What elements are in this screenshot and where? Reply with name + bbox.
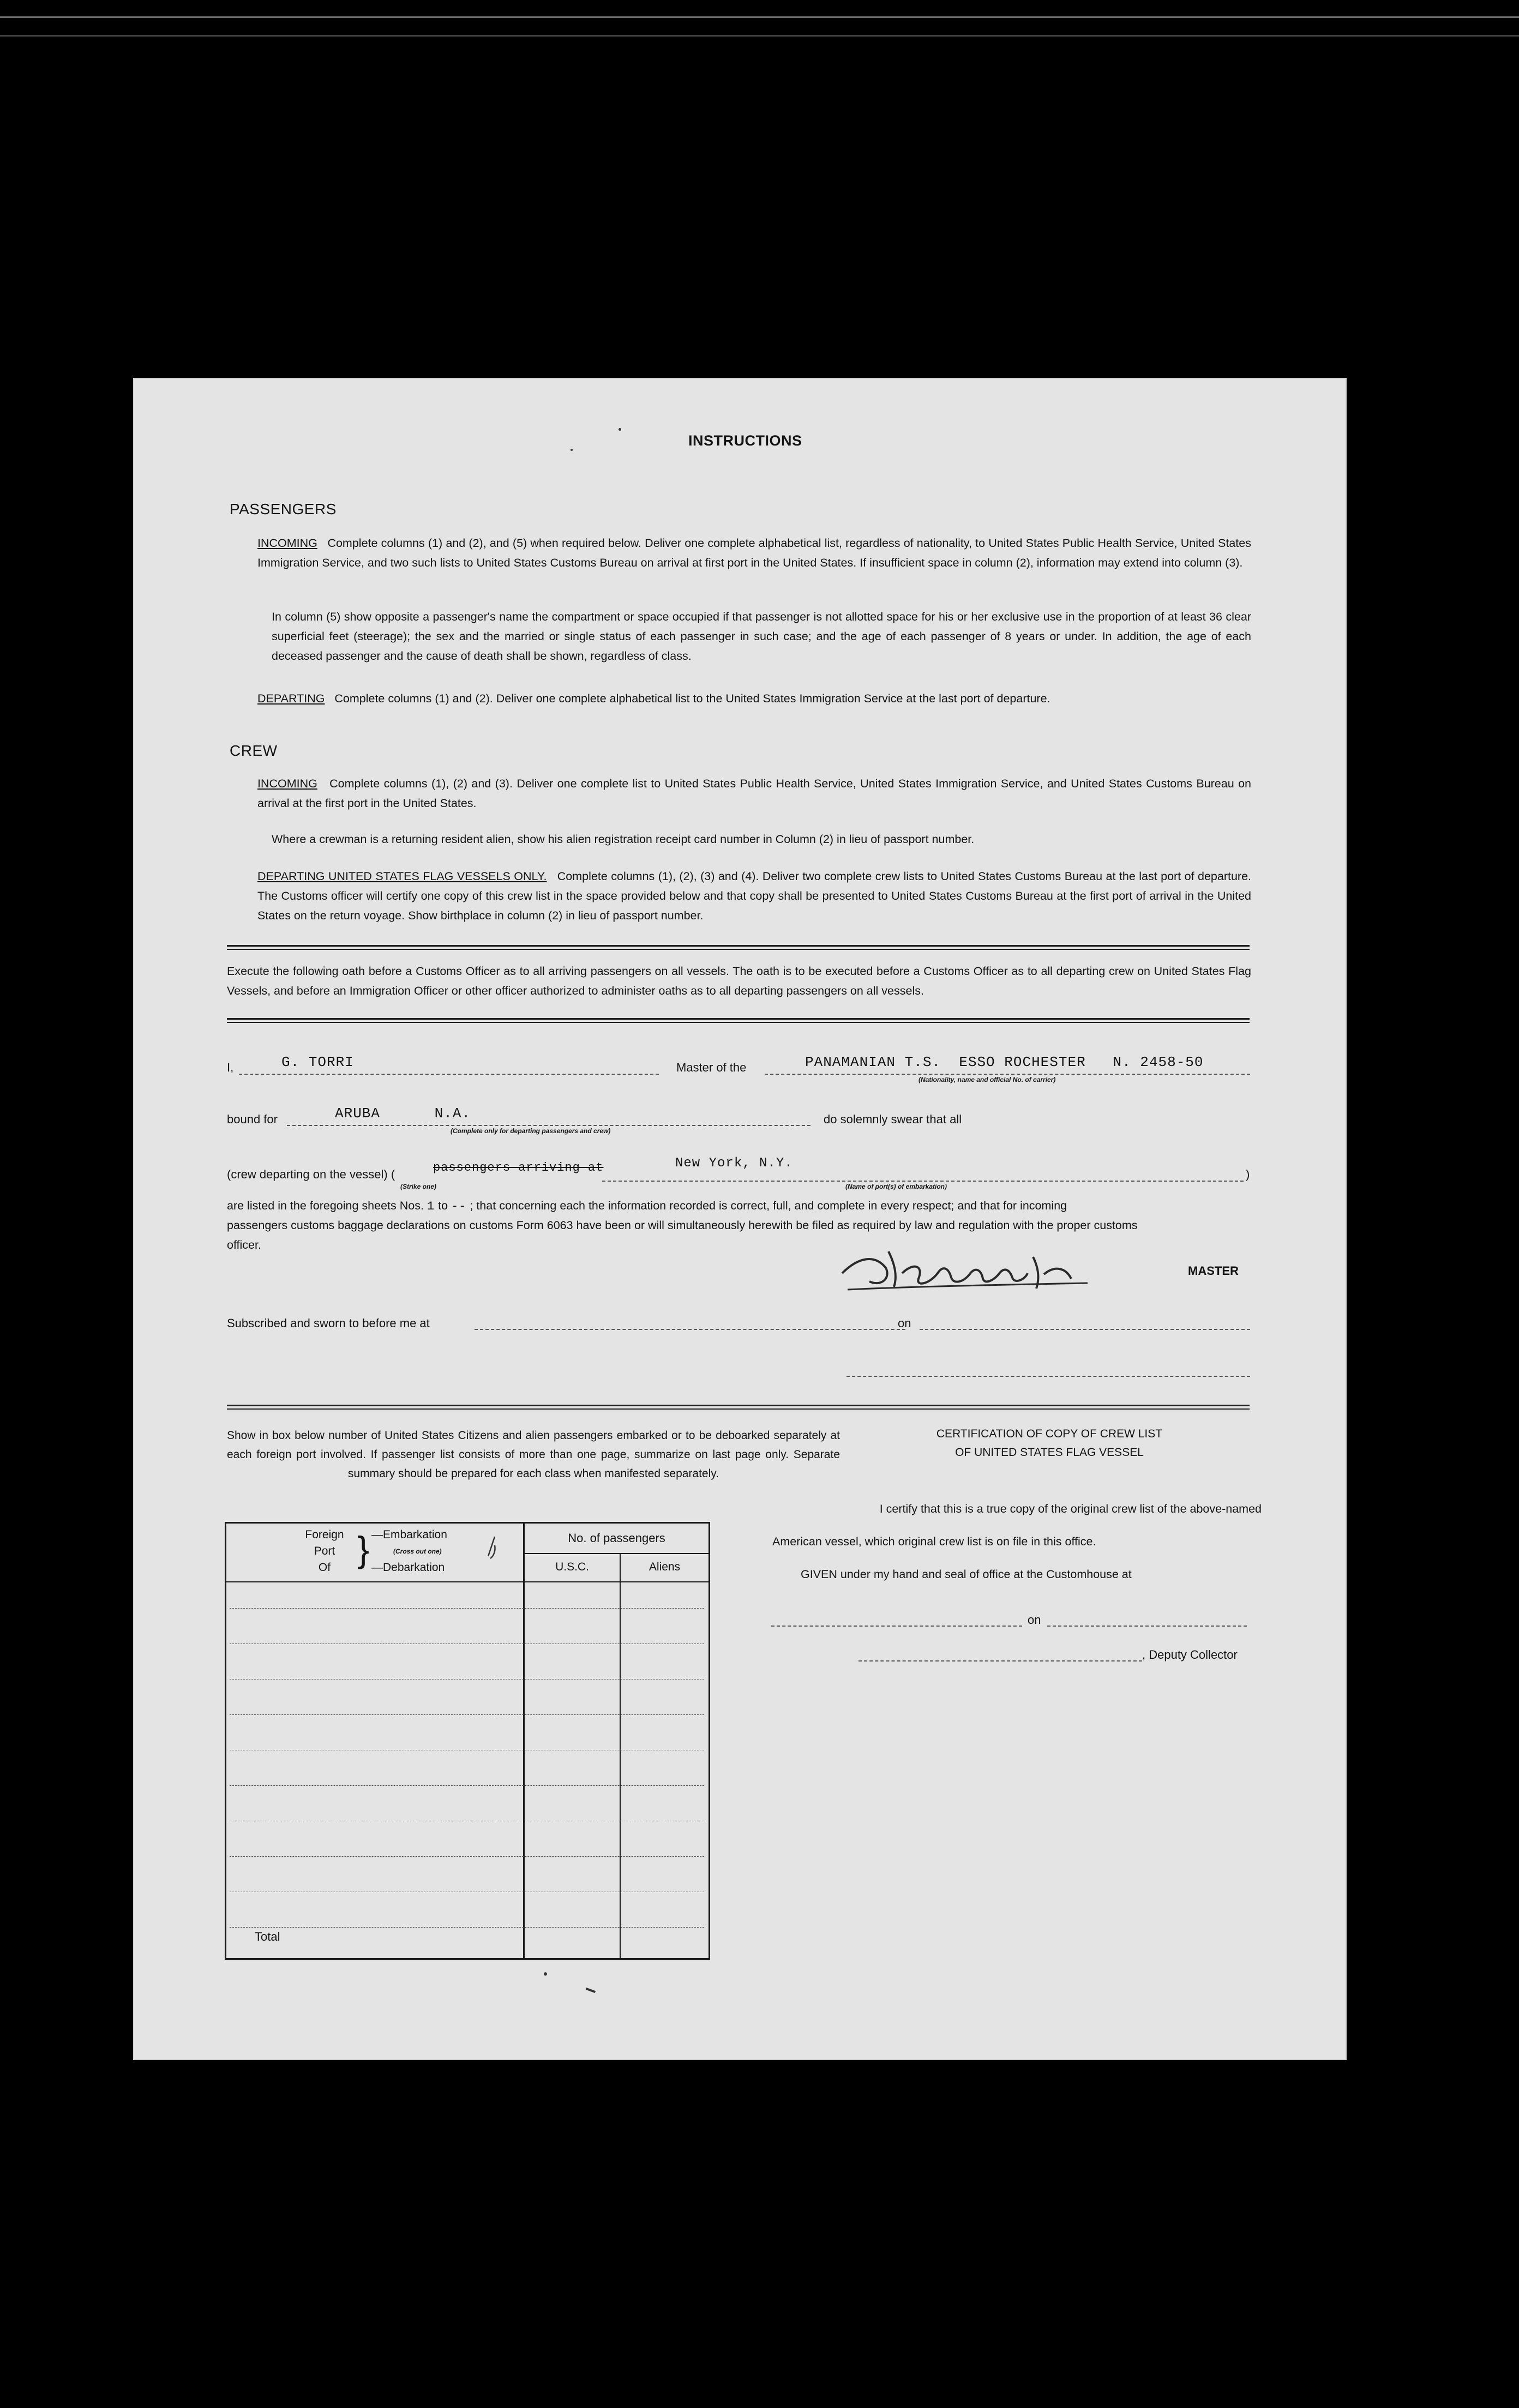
crew-departing-label: (crew departing on the vessel) (	[227, 1167, 395, 1181]
crew-departing-paragraph	[257, 866, 1251, 925]
crew-incoming-label: INCOMING	[257, 777, 317, 790]
embarkation-option: —Embarkation	[371, 1528, 447, 1541]
col-divider	[620, 1554, 621, 1958]
header-divider	[226, 1581, 709, 1582]
certification-on-label: on	[1028, 1613, 1041, 1627]
entry-row-line	[230, 1927, 704, 1928]
aliens-header: Aliens	[649, 1561, 681, 1573]
crew-heading: CREW	[230, 742, 278, 759]
struck-option: passengers arriving at	[433, 1161, 604, 1175]
listed-line-1	[227, 1196, 1251, 1217]
certification-title	[842, 1425, 1257, 1462]
divider	[227, 1405, 1250, 1406]
entry-row-line	[230, 1856, 704, 1857]
page-title: INSTRUCTIONS	[688, 432, 802, 449]
master-name: G. TORRI	[281, 1054, 354, 1070]
stray-mark	[544, 1972, 547, 1976]
certification-given: GIVEN under my hand and seal of office at the Customhouse at	[801, 1568, 1132, 1581]
master-of-label: Master of the	[676, 1061, 747, 1074]
listed-line-3: officer.	[227, 1238, 261, 1251]
vessel-caption: (Nationality, name and official No. of carrier)	[918, 1076, 1056, 1083]
passenger-summary-box	[225, 1522, 710, 1960]
foreign-label: Foreign	[305, 1528, 344, 1541]
scan-edge-line	[0, 35, 1519, 37]
officer-signature-line	[846, 1376, 1250, 1377]
master-name-line	[239, 1074, 659, 1075]
deputy-collector-line	[858, 1660, 1142, 1661]
sheet-to: --	[451, 1200, 467, 1213]
bound-for-label: bound for	[227, 1112, 278, 1126]
port-line	[602, 1181, 1244, 1182]
certification-title-2: OF UNITED STATES FLAG VESSEL	[955, 1446, 1144, 1459]
bound-for-value: ARUBA N.A.	[335, 1105, 471, 1122]
divider	[227, 945, 1250, 947]
vessel-line	[765, 1074, 1250, 1075]
usc-header: U.S.C.	[555, 1561, 589, 1573]
listed-text-b: ; that concerning each the information recorded is correct, full, and complete in every respect; and that for incoming	[470, 1199, 1067, 1212]
strike-caption: (Strike one)	[400, 1183, 437, 1190]
crew-departing-text: Complete columns (1), (2), (3) and (4). Deliver two complete crew lists to United States Customs Bureau at the last port of departure. The Customs officer will certify one copy of this crew list in the space provided below and that copy shall be presented to United States Customs Bureau at the first port of arrival in the United States on the return voyage. Show birthplace in column (2) in lieu of passport number.	[257, 870, 1251, 922]
certification-date-line	[1047, 1626, 1247, 1627]
scan-edge-top	[0, 16, 1519, 18]
subscribed-on-label: on	[898, 1316, 911, 1330]
row-divider	[523, 1553, 709, 1554]
certification-title-1: CERTIFICATION OF COPY OF CREW LIST	[936, 1428, 1163, 1440]
document-page	[133, 378, 1347, 2060]
customhouse-line	[771, 1626, 1022, 1627]
subscribed-date-line	[920, 1329, 1250, 1330]
embark-options	[371, 1527, 447, 1576]
entry-row-line	[230, 1785, 704, 1786]
pen-mark	[483, 1534, 505, 1562]
listed-line-2: passengers customs baggage declarations on customs Form 6063 have been or will simultaneously herewith be filed as required by law and regulation with the proper customs	[227, 1219, 1138, 1232]
passengers-incoming-paragraph	[257, 533, 1251, 573]
divider	[227, 1408, 1250, 1410]
to-label: to	[438, 1199, 448, 1212]
of-label: Of	[318, 1561, 331, 1574]
passengers-departing-paragraph	[257, 689, 1251, 708]
passengers-column5-paragraph: In column (5) show opposite a passenger's name the compartment or space occupied if that passenger is not allotted space for his or her exclusive use in the proportion of at least 36 clear superficial feet (steerage); the sex and the married or single status of each passenger in such case; and the age of each passenger of 8 years or under. In addition, the age of each deceased passenger and the cause of death shall be shown, regardless of class.	[272, 610, 1251, 663]
bound-caption: (Complete only for departing passengers and crew)	[451, 1127, 611, 1135]
passengers-heading: PASSENGERS	[230, 501, 337, 517]
passengers-departing-text: Complete columns (1) and (2). Deliver one complete alphabetical list to the United States Immigration Service at the last port of departure.	[334, 692, 1050, 705]
subscribed-place-line	[475, 1329, 905, 1330]
master-label: MASTER	[1188, 1264, 1239, 1278]
port-value: New York, N.Y.	[675, 1156, 793, 1171]
cross-out-note: (Cross out one)	[393, 1548, 442, 1555]
certification-text-1: I certify that this is a true copy of the original crew list of the above-named	[879, 1502, 1262, 1515]
crew-incoming-paragraph	[257, 774, 1251, 813]
bound-for-line	[287, 1125, 810, 1126]
vessel-name: PANAMANIAN T.S. ESSO ROCHESTER N. 2458-50	[805, 1054, 1204, 1070]
no-of-passengers-header: No. of passengers	[568, 1531, 665, 1545]
debarkation-option: —Debarkation	[371, 1561, 445, 1574]
summary-instruction-text: Show in box below number of United States Citizens and alien passengers embarked or to be deboarked separately at each foreign port involved. If passenger list consists of more than one page, summarize on last page only. Separate summary should be prepared for each class when manifested separately.	[227, 1429, 840, 1480]
sheet-from: 1	[427, 1200, 435, 1213]
total-label: Total	[255, 1930, 280, 1943]
brace: }	[357, 1529, 370, 1569]
col-divider	[523, 1524, 525, 1958]
oath-instruction: Execute the following oath before a Customs Officer as to all arriving passengers on all vessels. The oath is to be executed before a Customs Officer as to all departing crew on United States Flag Vessels, and before an Immigration Officer or other officer authorized to administer oaths as to all departing passengers on all vessels.	[227, 965, 1251, 997]
crew-incoming-text: Complete columns (1), (2) and (3). Deliver one complete list to United States Public Health Service, United States Immigration Service, and United States Customs Bureau on arrival at the first port in the United States.	[257, 777, 1251, 810]
deputy-collector-label: , Deputy Collector	[1142, 1648, 1238, 1661]
oath-i-label: I,	[227, 1061, 234, 1074]
stray-mark	[619, 428, 621, 431]
listed-text-a: are listed in the foregoing sheets Nos.	[227, 1199, 424, 1212]
master-signature	[837, 1235, 1120, 1306]
entry-row-line	[230, 1608, 704, 1609]
passengers-incoming-label: INCOMING	[257, 537, 317, 550]
stray-mark	[586, 1988, 596, 1993]
entry-row-line	[230, 1714, 704, 1715]
divider	[227, 949, 1250, 950]
close-paren: )	[1246, 1167, 1250, 1181]
port-caption: (Name of port(s) of embarkation)	[845, 1183, 947, 1190]
foreign-port-of	[297, 1527, 352, 1576]
passengers-incoming-text: Complete columns (1) and (2), and (5) when required below. Deliver one complete alphabetical list, regardless of nationality, to United States Public Health Service, United States Immigration Service, and two such lists to United States Customs Bureau on arrival at first port in the United States. If insufficient space in column (2), information may extend into column (3).	[257, 537, 1251, 569]
passengers-departing-label: DEPARTING	[257, 692, 325, 705]
crew-resident-paragraph: Where a crewman is a returning resident alien, show his alien registration receipt card number in Column (2) in lieu of passport number.	[272, 833, 975, 846]
subscribed-label: Subscribed and sworn to before me at	[227, 1316, 430, 1330]
stray-mark	[571, 449, 573, 451]
divider	[227, 1022, 1250, 1023]
summary-instruction	[227, 1426, 840, 1483]
port-label: Port	[314, 1545, 335, 1557]
crew-departing-label: DEPARTING UNITED STATES FLAG VESSELS ONLY.	[257, 870, 547, 883]
divider	[227, 1018, 1250, 1020]
certification-text-2: American vessel, which original crew list is on file in this office.	[772, 1535, 1096, 1548]
swear-text: do solemnly swear that all	[824, 1112, 962, 1126]
